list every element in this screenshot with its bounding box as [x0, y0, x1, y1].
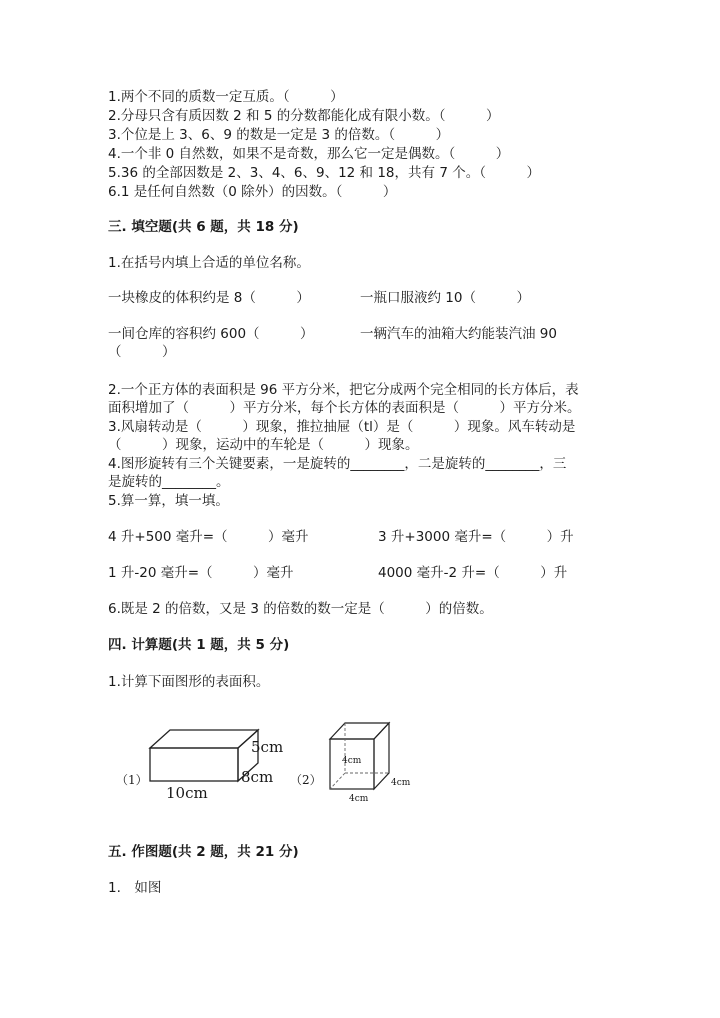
judgement-item-5: 5.36 的全部因数是 2、3、4、6、9、12 和 18，共有 7 个。（ ）: [108, 165, 540, 181]
surface-area-figures: [108, 715, 438, 810]
judgement-item-6: 6.1 是任何自然数（0 除外）的因数。（ ）: [108, 184, 397, 200]
cuboid-width-label: 8cm: [241, 768, 274, 786]
section-3-title: 三. 填空题(共 6 题，共 18 分): [108, 219, 299, 235]
fill-q3-line1: 3.风扇转动是（ ）现象，推拉抽屉（tl）是（ ）现象。风车转动是: [108, 419, 576, 435]
fill-q1-item-fuel-tank: 一辆汽车的油箱大约能装汽油 90: [360, 326, 557, 342]
section-4-title: 四. 计算题(共 1 题，共 5 分): [108, 637, 290, 653]
cube-bottom-label: 4cm: [349, 794, 369, 804]
figure-2-cube: [290, 723, 411, 804]
fill-q1-item-eraser: 一块橡皮的体积约是 8（ ）: [108, 290, 310, 306]
fill-q3-line2: （ ）现象，运动中的车轮是（ ）现象。: [108, 437, 419, 453]
fill-q6: 6.既是 2 的倍数，又是 3 的倍数的数一定是（ ）的倍数。: [108, 601, 493, 617]
fill-q1-item-warehouse: 一间仓库的容积约 600（ ）: [108, 326, 314, 342]
figure-2-label: （2）: [290, 773, 322, 787]
cube-hidden-edge-diagonal: [330, 773, 345, 789]
cube-right-face: [374, 723, 389, 789]
figure-1-label: （1）: [116, 773, 148, 787]
fill-q5-calc-d: 4000 毫升-2 升=（ ）升: [378, 565, 568, 581]
cube-side-label: 4cm: [391, 778, 411, 788]
fill-q4-line2: 是旋转的________。: [108, 474, 230, 490]
fill-q5-prompt: 5.算一算，填一填。: [108, 493, 229, 509]
judgement-item-1: 1.两个不同的质数一定互质。（ ）: [108, 89, 344, 105]
figure-1-cuboid: [116, 730, 283, 802]
fill-q2-line2: 面积增加了（ ）平方分米，每个长方体的表面积是（ ）平方分米。: [108, 400, 581, 416]
fill-q1-prompt: 1.在括号内填上合适的单位名称。: [108, 255, 310, 271]
section-5-title: 五. 作图题(共 2 题，共 21 分): [108, 844, 299, 860]
fill-q5-calc-b: 3 升+3000 毫升=（ ）升: [378, 529, 574, 545]
cube-top-face: [330, 723, 389, 739]
cuboid-height-label: 5cm: [251, 738, 284, 756]
fill-q4-line1: 4.图形旋转有三个关键要素，一是旋转的________，二是旋转的________，三: [108, 456, 567, 472]
cube-front-label: 4cm: [342, 756, 362, 766]
judgement-item-4: 4.一个非 0 自然数，如果不是奇数，那么它一定是偶数。（ ）: [108, 146, 510, 162]
calc-q1-prompt: 1.计算下面图形的表面积。: [108, 674, 270, 690]
fill-q2-line1: 2.一个正方体的表面积是 96 平方分米，把它分成两个完全相同的长方体后，表: [108, 382, 579, 398]
cuboid-length-label: 10cm: [166, 784, 208, 802]
fill-q5-calc-a: 4 升+500 毫升=（ ）毫升: [108, 529, 309, 545]
draw-q1-prompt: 1. 如图: [108, 880, 162, 896]
fill-q1-item-liquid: 一瓶口服液约 10（ ）: [360, 290, 530, 306]
cuboid-front-face: [150, 748, 238, 781]
fill-q1-item-fuel-blank: （ ）: [108, 344, 176, 360]
judgement-item-3: 3.个位是上 3、6、9 的数是一定是 3 的倍数。（ ）: [108, 127, 450, 143]
fill-q5-calc-c: 1 升-20 毫升=（ ）毫升: [108, 565, 294, 581]
judgement-item-2: 2.分母只含有质因数 2 和 5 的分数都能化成有限小数。（ ）: [108, 108, 500, 124]
